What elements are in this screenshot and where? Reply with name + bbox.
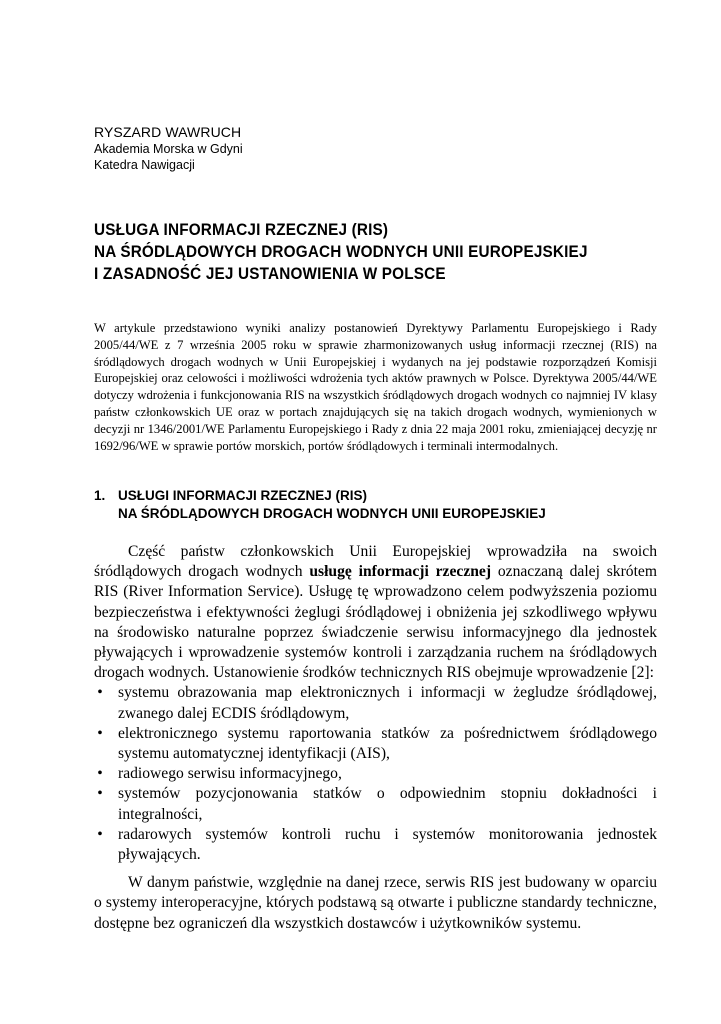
bullet-icon: • xyxy=(97,724,103,742)
bullet-icon: • xyxy=(97,825,103,843)
bullet-icon: • xyxy=(97,765,103,783)
list-item xyxy=(94,825,657,865)
section-number: 1. xyxy=(94,488,106,503)
section-1-heading xyxy=(94,487,654,523)
list-item-text: radarowych systemów kontroli ruchu i systemów monitorowania jednostek pływających. xyxy=(118,825,657,864)
list-item-text: radiowego serwisu informacyjnego, xyxy=(118,765,342,783)
section-1-body xyxy=(94,542,657,934)
section-heading-line-2: NA ŚRÓDLĄDOWYCH DROGACH WODNYCH UNII EUROPEJSKIEJ xyxy=(118,506,546,521)
list-item-text: systemu obrazowania map elektronicznych i informacji w żegludze śródlądowej, zwanego dalej ECDIS śródlądowym, xyxy=(118,684,657,722)
list-item xyxy=(94,724,657,764)
author-name: RYSZARD WAWRUCH xyxy=(94,124,242,140)
list-item xyxy=(94,683,657,723)
affiliation-university: Akademia Morska w Gdyni xyxy=(94,142,243,156)
paragraph-1-bold-term: usługę informacji rzecznej xyxy=(309,563,492,581)
paragraph-1-end: oznaczaną dalej skrótem RIS (River Information Service). Usługę tę wprowadzono celem podwyższenia poziomu bezpieczeństwa i efektywności żeglugi śródlądowej i obniżenia jej szkodliwego wpływu na środowisko naturalne poprzez świadczenie serwisu informacyjnego dla jednostek pływających i wprowadzenie systemów kontroli i zarządzania ruchem na śródlądowych drogach wodnych. Ustanowienie środków technicznych RIS obejmuje wprowadzenie [2]: xyxy=(94,563,657,682)
list-item-text: systemów pozycjonowania statków o odpowiednim stopniu dokładności i integralności, xyxy=(118,785,657,823)
bullet-icon: • xyxy=(97,684,103,702)
section-heading-line-1: USŁUGI INFORMACJI RZECZNEJ (RIS) xyxy=(118,488,368,503)
author-block xyxy=(94,123,243,173)
abstract: W artykule przedstawiono wyniki analizy postanowień Dyrektywy Parlamentu Europejskiego i Rady 2005/44/WE z 7 września 2005 roku w sprawie zharmonizowanych usług informacji rzecznej (RIS) na śródlądowych drogach wodnych w Unii Europejskiej i wydanych na jej podstawie rozporządzeń Komisji Europejskiej oraz celowości i możliwości wdrożenia tych aktów prawnych w Polsce. Dyrektywa 2005/44/WE dotyczy wdrożenia i funkcjonowania RIS na wszystkich śródlądowych drogach wodnych co najmniej IV klasy państw członkowskich UE oraz w portach znajdujących się na takich drogach wodnych, wymienionych w decyzji nr 1346/2001/WE Parlamentu Europejskiego i Rady z dnia 22 maja 2001 roku, zmieniającej decyzję nr 1692/96/WE w sprawie portów morskich, portów śródlądowych i terminali intermodalnych. xyxy=(94,321,657,453)
list-item xyxy=(94,784,657,824)
title-line-1: USŁUGA INFORMACJI RZECZNEJ (RIS) xyxy=(94,220,389,239)
title-line-3: I ZASADNOŚĆ JEJ USTANOWIENIA W POLSCE xyxy=(94,264,446,283)
paper-title xyxy=(94,219,598,285)
bullet-list xyxy=(94,683,657,865)
affiliation-department: Katedra Nawigacji xyxy=(94,158,195,172)
paragraph-1 xyxy=(94,542,657,683)
paragraph-1-start: Część państw członkowskich Unii Europejskiej wprowadziła na swoich śródlądowych drogach wodnych xyxy=(94,543,657,581)
paragraph-2: W danym państwie, względnie na danej rzece, serwis RIS jest budowany w oparciu o systemy interoperacyjne, których podstawą są otwarte i publiczne standardy techniczne, dostępne bez ograniczeń dla wszystkich dostawców i użytkowników systemu. xyxy=(94,874,657,932)
title-line-2: NA ŚRÓDLĄDOWYCH DROGACH WODNYCH UNII EUROPEJSKIEJ xyxy=(94,242,588,261)
bullet-icon: • xyxy=(97,785,103,803)
list-item xyxy=(94,764,657,784)
list-item-text: elektronicznego systemu raportowania statków za pośrednictwem śródlądowego systemu automatycznej identyfikacji (AIS), xyxy=(118,724,657,763)
